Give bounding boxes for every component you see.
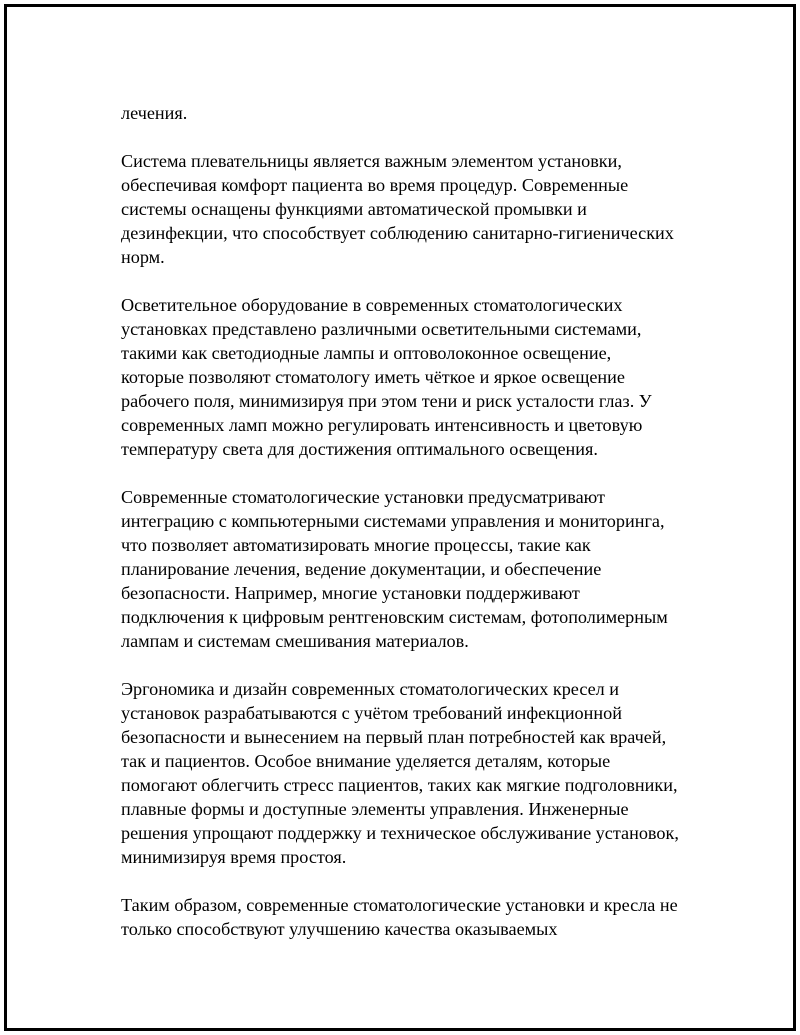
text-line: обеспечивая комфорт пациента во время процедур. Современные	[121, 175, 629, 195]
text-line: что позволяет автоматизировать многие процессы, такие как	[121, 535, 591, 555]
paragraph-2	[121, 149, 711, 269]
document-body	[121, 101, 711, 965]
text-line: подключения к цифровым рентгеновским системам, фотополимерным	[121, 607, 668, 627]
text-line: так и пациентов. Особое внимание уделяется деталям, которые	[121, 751, 611, 771]
text-line: безопасности и вынесением на первый план потребностей как врачей,	[121, 727, 667, 747]
text-line: установках представлено различными осветительными системами,	[121, 319, 642, 339]
text-line: лампам и системам смешивания материалов.	[121, 631, 469, 651]
text-line: лечения.	[121, 103, 188, 123]
paragraph-5	[121, 677, 711, 869]
text-line: решения упрощают поддержку и техническое обслуживание установок,	[121, 823, 679, 843]
text-line: Система плевательницы является важным элементом установки,	[121, 151, 622, 171]
text-line: температуру света для достижения оптимального освещения.	[121, 439, 598, 459]
text-line: которые позволяют стоматологу иметь чёткое и яркое освещение	[121, 367, 625, 387]
text-line: системы оснащены функциями автоматической промывки и	[121, 199, 587, 219]
text-line: интеграцию с компьютерными системами управления и мониторинга,	[121, 511, 665, 531]
text-line: Осветительное оборудование в современных стоматологических	[121, 295, 623, 315]
paragraph-4	[121, 485, 711, 653]
paragraph-3	[121, 293, 711, 461]
text-line: только способствуют улучшению качества оказываемых	[121, 919, 558, 939]
text-line: безопасности. Например, многие установки поддерживают	[121, 583, 580, 603]
text-line: рабочего поля, минимизируя при этом тени и риск усталости глаз. У	[121, 391, 652, 411]
text-line: дезинфекции, что способствует соблюдению санитарно-гигиенических	[121, 223, 674, 243]
text-line: Эргономика и дизайн современных стоматологических кресел и	[121, 679, 620, 699]
text-line: современных ламп можно регулировать интенсивность и цветовую	[121, 415, 643, 435]
text-line: норм.	[121, 247, 165, 267]
text-line: плавные формы и доступные элементы управления. Инженерные	[121, 799, 629, 819]
text-line: помогают облегчить стресс пациентов, таких как мягкие подголовники,	[121, 775, 678, 795]
text-line: Современные стоматологические установки предусматривают	[121, 487, 605, 507]
text-line: планирование лечения, ведение документации, и обеспечение	[121, 559, 602, 579]
paragraph-1	[121, 101, 711, 125]
text-line: такими как светодиодные лампы и оптоволоконное освещение,	[121, 343, 612, 363]
page-frame	[4, 4, 796, 1031]
paragraph-6	[121, 893, 711, 941]
text-line: минимизируя время простоя.	[121, 847, 347, 867]
text-line: установок разрабатываются с учётом требований инфекционной	[121, 703, 622, 723]
text-line: Таким образом, современные стоматологические установки и кресла не	[121, 895, 678, 915]
